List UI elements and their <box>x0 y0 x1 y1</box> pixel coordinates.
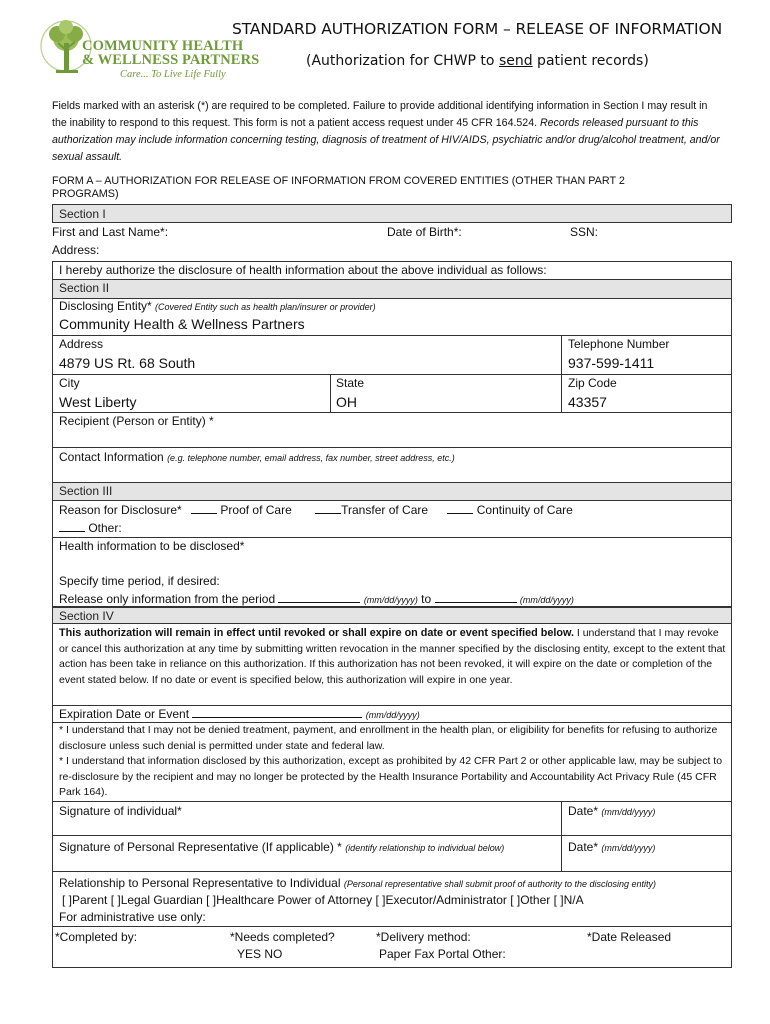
dob-label: Date of Birth*: <box>387 225 462 239</box>
signature-rep-label: Signature of Personal Representative (If applicable) * (identify relationship to individual below) <box>59 840 505 854</box>
address-label: Address: <box>52 243 100 257</box>
period-start-blank[interactable] <box>278 602 360 603</box>
logo-tagline: Care... To Live Life Fully <box>120 69 226 80</box>
section-3-header: Section III <box>53 483 731 501</box>
city-label: City <box>59 376 80 390</box>
signature-individual-label: Signature of individual* <box>59 804 182 818</box>
completed-by-label: *Completed by: <box>55 930 138 944</box>
continuity-blank[interactable] <box>447 513 473 514</box>
phone-label: Telephone Number <box>568 337 670 351</box>
reason-row: Reason for Disclosure* Proof of Care Transfer of Care Continuity of Care <box>59 503 573 517</box>
relationship-label: Relationship to Personal Representative to Individual (Personal representative shall submit proof of authority to the disclosing entity) <box>59 876 657 890</box>
section-2-header: Section II <box>53 279 731 299</box>
entity-value[interactable]: Community Health & Wellness Partners <box>59 316 305 332</box>
form-a-heading: FORM A – AUTHORIZATION FOR RELEASE OF INFORMATION FROM COVERED ENTITIES (OTHER THAN PART 2 PROGRAMS) <box>52 175 625 200</box>
authorize-text: I hereby authorize the disclosure of health information about the above individual as follows: <box>59 263 547 277</box>
expiration-row: Expiration Date or Event (mm/dd/yyyy) <box>59 707 420 721</box>
other-blank[interactable] <box>59 531 85 532</box>
date-rep: Date* (mm/dd/yyyy) <box>568 840 656 854</box>
city-value[interactable]: West Liberty <box>59 394 137 410</box>
state-label: State <box>336 376 365 390</box>
release-period-row: Release only information from the period (mm/dd/yyyy) to (mm/dd/yyyy) <box>59 592 574 606</box>
page-title: STANDARD AUTHORIZATION FORM – RELEASE OF INFORMATION <box>232 20 723 38</box>
date-released-label: *Date Released <box>587 930 672 944</box>
section-4-header: Section IV <box>52 607 732 624</box>
understand-2: * I understand that information disclosed by this authorization, except as prohibited by 42 CFR Part 2 or other applicable law, may be subject to re-disclosure by the recipient and may no longer be protected by the Health Insurance Portability and Accountability Act Privacy Rule (45 CFR Park 164). <box>59 755 723 798</box>
delivery-method-label: *Delivery method: <box>376 930 471 944</box>
relationship-options[interactable]: [ ]Parent [ ]Legal Guardian [ ]Healthcare Power of Attorney [ ]Executor/Administrator [ ]Other [ ]N/A <box>62 893 584 907</box>
entity-label: Disclosing Entity* (Covered Entity such as health plan/insurer or provider) <box>59 299 376 313</box>
health-info-label: Health information to be disclosed* <box>59 539 245 553</box>
proof-blank[interactable] <box>191 513 217 514</box>
page-subtitle: (Authorization for CHWP to send patient records) <box>306 53 649 69</box>
recipient-label: Recipient (Person or Entity) * <box>59 414 214 428</box>
time-period-label: Specify time period, if desired: <box>59 574 220 588</box>
yes-no-options[interactable]: YES NO <box>237 947 283 961</box>
period-end-blank[interactable] <box>435 602 517 603</box>
address-value[interactable]: 4879 US Rt. 68 South <box>59 355 196 371</box>
date-individual: Date* (mm/dd/yyyy) <box>568 804 656 818</box>
zip-label: Zip Code <box>568 376 617 390</box>
section-1-header: Section I <box>52 204 732 223</box>
intro-paragraph: Fields marked with an asterisk (*) are required to be completed. Failure to provide additional identifying information in Section I may result in the inability to respond to this request. This form is not a patient access request under 45 CFR 164.524. Records released pursuant to this authorization may include information concerning testing, diagnosis of treatment of HIV/AIDS, psychiatric and/or drug/alcohol treatment, and/or sexual assault. <box>52 100 720 163</box>
admin-label: For administrative use only: <box>59 910 206 924</box>
expiration-blank[interactable] <box>192 717 362 718</box>
section-4-terms: This authorization will remain in effect until revoked or shall expire on date or event specified below. I understand that I may revoke or cancel this authorization at any time by submitting written revocation in the manner specified by the disclosing entity, except to the extent that action has been take in reliance on this authorization. If this authorization has not been revoked, it will expire on the date or completion of the event stated below. If no date or event is specified below, this authorization will expire in one year. <box>59 627 726 686</box>
logo-name: COMMUNITY HEALTH & WELLNESS PARTNERS <box>82 38 260 68</box>
needs-completed-label: *Needs completed? <box>230 930 335 944</box>
ssn-label: SSN: <box>570 225 599 239</box>
understand-1: * I understand that I may not be denied treatment, payment, and enrollment in the health plan, or eligibility for benefits for refusing to authorize disclosure unless such denial is permitted under state and federal law. <box>59 724 718 752</box>
zip-value[interactable]: 43357 <box>568 394 607 410</box>
transfer-blank[interactable] <box>315 513 341 514</box>
address-col-label: Address <box>59 337 104 351</box>
delivery-options[interactable]: Paper Fax Portal Other: <box>379 947 506 961</box>
contact-label: Contact Information (e.g. telephone number, email address, fax number, street address, etc.) <box>59 450 455 464</box>
phone-value[interactable]: 937-599-1411 <box>568 355 655 371</box>
other-row: Other: <box>59 521 122 535</box>
state-value[interactable]: OH <box>336 394 357 410</box>
name-label: First and Last Name*: <box>52 225 169 239</box>
